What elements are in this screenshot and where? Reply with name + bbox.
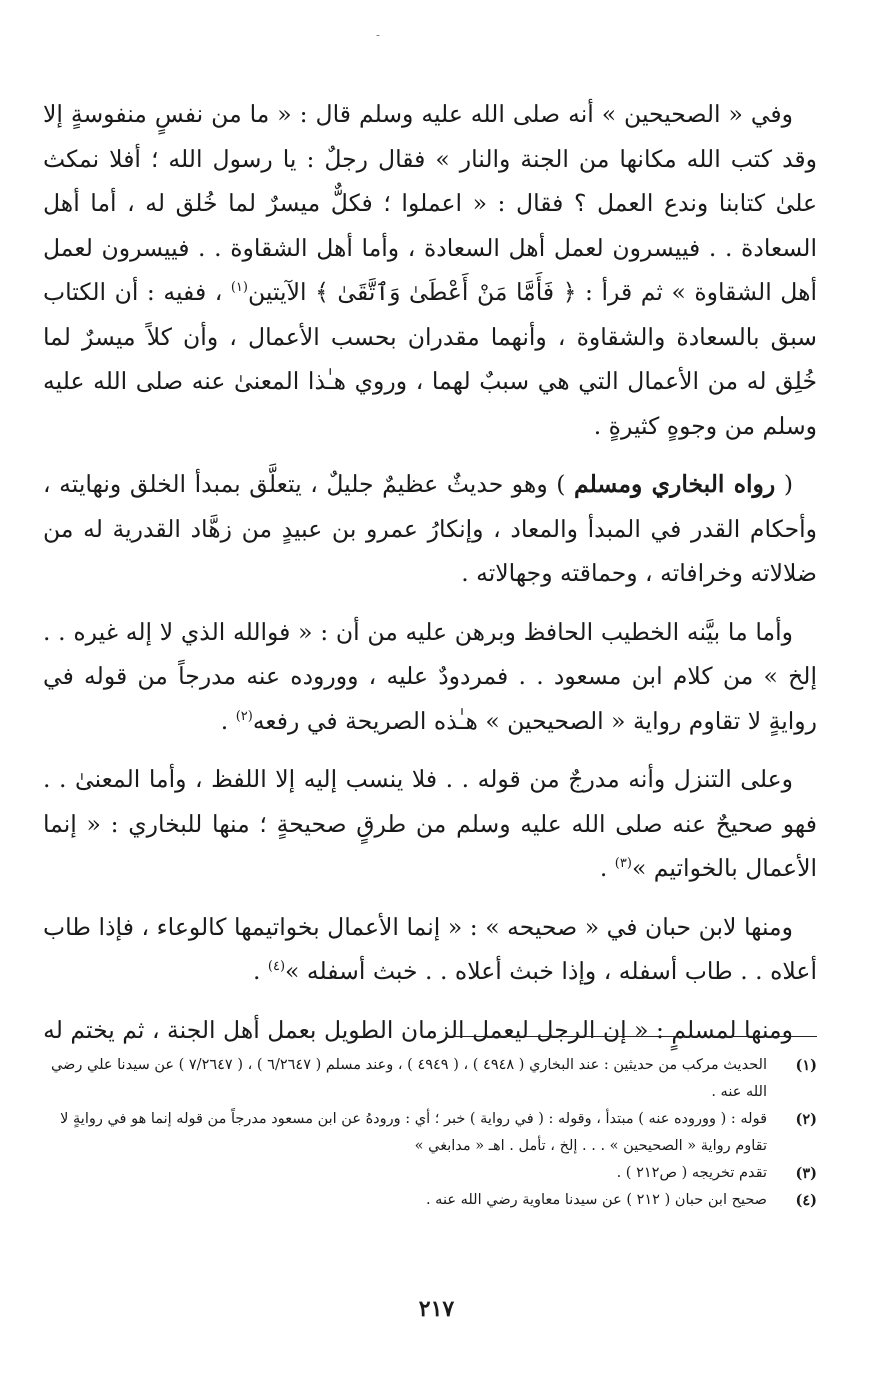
paragraph (43, 610, 817, 744)
footnote (43, 1052, 817, 1106)
bold-text: رواه البخاري ومسلم (573, 470, 776, 498)
footnote-reference: (٢) (235, 708, 253, 724)
text-run: ( (775, 470, 794, 498)
paragraph (43, 462, 817, 596)
footnote-number: (٣) (795, 1165, 817, 1182)
paragraph (43, 92, 817, 448)
text-run: . (252, 957, 268, 985)
footnote-number: (٤) (795, 1192, 817, 1209)
text-run: ومنها لابن حبان في « صحيحه » : « إنما الأعمال بخواتيمها كالوعاء ، فإذا طاب أعلاه . . طاب أسفله ، وإذا خبث أعلاه . . خبث أسفله » (43, 912, 817, 985)
text-run: وفي « الصحيحين » أنه صلى الله عليه وسلم قال : « ما من نفسٍ منفوسةٍ إلا وقد كتب الله مكانها من الجنة والنار » فقال رجلٌ : يا رسول الله ؛ أفلا نمكث علىٰ كتابنا وندع العمل ؟ فقال : « اعملوا ؛ فكلٌّ ميسرٌ لما خُلق له ، أما أهل السعادة . . فييسرون لعمل أهل السعادة ، وأما أهل الشقاوة . . فييسرون لعمل أهل الشقاوة » ثم قرأ : ﴿ فَأَمَّا مَنْ أَعْطَىٰ وَٱتَّقَىٰ ﴾ الآيتين (43, 100, 817, 306)
page-number: ٢١٧ (418, 1296, 455, 1322)
footnote-text: صحيح ابن حبان ( ٢١٢ ) عن سيدنا معاوية رضي الله عنه . (425, 1192, 767, 1208)
text-run: وأما ما بيَّنه الخطيب الحافظ وبرهن عليه من أن : « فوالله الذي لا إله غيره . . إلخ » من كلام ابن مسعود . . فمردودٌ عليه ، ووروده عنه مدرجاً من قوله في روايةٍ لا تقاوم رواية « الصحيحين » هـٰذه الصريحة في رفعه (43, 617, 817, 735)
footnote-reference: (٣) (614, 856, 632, 872)
footnote-reference: (١) (230, 280, 248, 296)
main-text (43, 92, 817, 1052)
footnote-reference: (٤) (267, 959, 286, 975)
footnote-text: قوله : ( ووروده عنه ) مبتدأ ، وقوله : ( في رواية ) خبر ؛ أي : ورودهُ عن ابن مسعود مدرجاً من قوله إنما هو في روايةٍ لا تقاوم رواية « الصحيحين » . . . إلخ ، تأمل . اهـ « مدابغي » (60, 1111, 767, 1154)
footnote (43, 1106, 817, 1160)
footnote (43, 1160, 817, 1187)
footnote (43, 1187, 817, 1214)
text-run: ، ففيه : أن الكتاب سبق بالسعادة والشقاوة ، وأنهما مقدران بحسب الأعمال ، وأن كلاً ميسرٌ لما خُلِق له من الأعمال التي هي سببٌ لهما ، وروي هـٰذا المعنىٰ عنه صلى الله عليه وسلم من وجوهٍ كثيرةٍ . (43, 278, 817, 440)
footnote-text: الحديث مركب من حديثين : عند البخاري ( ٤٩٤٨ ) ، ( ٤٩٤٩ ) ، وعند مسلم ( ٦/٢٦٤٧ ) ، ( ٧/٢٦٤٧ ) عن سيدنا علي رضي الله عنه . (50, 1057, 767, 1100)
footnote-number: (١) (795, 1057, 817, 1074)
paragraph (43, 757, 817, 891)
footnote-number: (٢) (795, 1111, 817, 1128)
paragraph (43, 1008, 817, 1053)
text-run: ومنها لمسلمٍ : « إن الرجل ليعمل الزمان الطويل بعمل أهل الجنة ، ثم يختم له (43, 1015, 793, 1044)
text-run: . (220, 706, 236, 735)
footnote-text: تقدم تخريجه ( ص٢١٢ ) . (616, 1165, 767, 1181)
footnote-separator (455, 1036, 817, 1037)
text-run: . (599, 854, 615, 882)
text-run: وعلى التنزل وأنه مدرجٌ من قوله . . فلا ينسب إليه إلا اللفظ ، وأما المعنىٰ . . فهو صحيحٌ عنه صلى الله عليه وسلم من طرقٍ صحيحةٍ ؛ منها للبخاري : « إنما الأعمال بالخواتيم » (43, 765, 817, 882)
paragraph (43, 905, 817, 994)
text-run: ) وهو حديثٌ عظيمٌ جليلٌ ، يتعلَّق بمبدأ الخلق ونهايته ، وأحكام القدر في المبدأ والمعاد ، وإنكارُ عمرو بن عبيدٍ من زهَّاد القدرية له من ضلالاته وخرافاته ، وحماقته وجهالاته . (43, 470, 817, 587)
top-mark: - (376, 28, 381, 42)
footnotes (43, 1052, 817, 1214)
